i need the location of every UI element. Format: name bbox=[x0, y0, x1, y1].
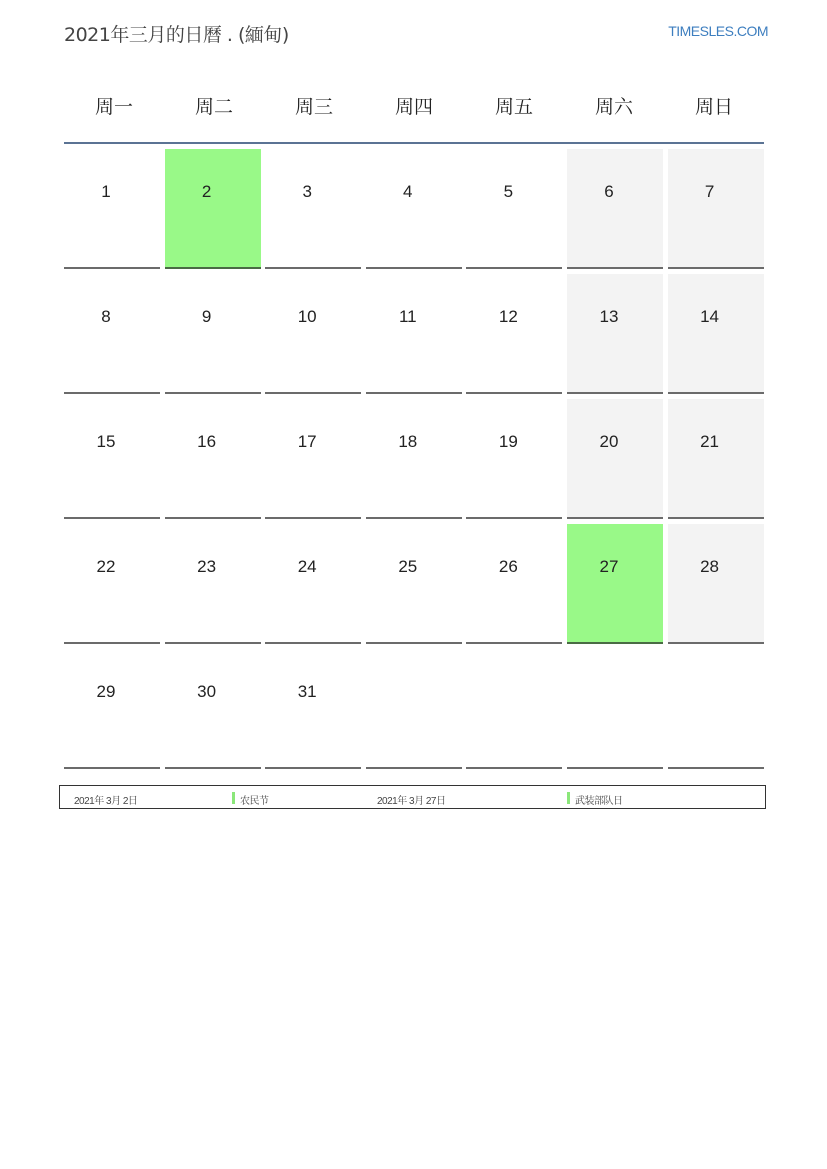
empty-day-cell bbox=[567, 649, 663, 769]
day-cell[interactable] bbox=[567, 524, 663, 644]
weekday-header bbox=[64, 88, 764, 144]
day-cell[interactable] bbox=[265, 399, 361, 519]
day-cell[interactable] bbox=[466, 524, 562, 644]
day-cell[interactable] bbox=[165, 524, 261, 644]
day-number: 7 bbox=[704, 182, 715, 201]
weekday-thu: 周四 bbox=[394, 96, 433, 118]
day-number: 5 bbox=[503, 182, 514, 201]
day-cell[interactable] bbox=[366, 149, 462, 269]
holiday-name-1 bbox=[232, 792, 269, 807]
holiday-label-2: 武装部队日 bbox=[575, 796, 623, 807]
weekday-sat: 周六 bbox=[594, 96, 633, 118]
day-cell[interactable] bbox=[668, 524, 764, 644]
day-number: 21 bbox=[700, 432, 720, 451]
day-number: 30 bbox=[197, 682, 217, 701]
page-title: 2021年三月的日曆 . (緬甸) bbox=[64, 24, 289, 46]
site-link[interactable]: TIMESLES.COM bbox=[668, 23, 768, 39]
day-number: 24 bbox=[297, 557, 317, 576]
day-cell[interactable] bbox=[668, 149, 764, 269]
day-number: 3 bbox=[302, 182, 312, 201]
day-number: 1 bbox=[101, 182, 111, 201]
week-row bbox=[64, 524, 764, 649]
day-number: 10 bbox=[297, 307, 317, 326]
empty-day-cell bbox=[668, 649, 764, 769]
day-cell[interactable] bbox=[466, 149, 562, 269]
day-cell[interactable] bbox=[64, 274, 160, 394]
day-number: 27 bbox=[599, 557, 619, 576]
day-cell[interactable] bbox=[165, 649, 261, 769]
day-cell[interactable] bbox=[567, 399, 663, 519]
weekday-sun: 周日 bbox=[694, 96, 733, 118]
day-cell[interactable] bbox=[64, 524, 160, 644]
day-number: 8 bbox=[101, 307, 111, 326]
day-cell[interactable] bbox=[567, 274, 663, 394]
day-number: 9 bbox=[201, 307, 212, 326]
week-row bbox=[64, 649, 764, 774]
day-number: 4 bbox=[403, 182, 413, 201]
day-number: 16 bbox=[197, 432, 217, 451]
calendar-grid bbox=[64, 149, 764, 774]
day-cell[interactable] bbox=[165, 149, 261, 269]
weekday-wed: 周三 bbox=[294, 96, 333, 118]
day-cell[interactable] bbox=[668, 274, 764, 394]
day-number: 15 bbox=[96, 432, 116, 451]
weekday-mon: 周一 bbox=[94, 96, 133, 118]
day-cell[interactable] bbox=[64, 399, 160, 519]
day-cell[interactable] bbox=[265, 524, 361, 644]
day-cell[interactable] bbox=[265, 274, 361, 394]
day-cell[interactable] bbox=[165, 274, 261, 394]
empty-day-cell bbox=[466, 649, 562, 769]
day-cell[interactable] bbox=[64, 149, 160, 269]
day-number: 19 bbox=[498, 432, 518, 451]
day-number: 18 bbox=[398, 432, 418, 451]
day-number: 11 bbox=[398, 307, 417, 326]
week-row bbox=[64, 399, 764, 524]
week-row bbox=[64, 149, 764, 274]
day-number: 17 bbox=[297, 432, 317, 451]
day-number: 12 bbox=[498, 307, 518, 326]
day-number: 20 bbox=[599, 432, 619, 451]
day-number: 6 bbox=[604, 182, 614, 201]
holiday-date-2: 2021年 3月 27日 bbox=[377, 796, 446, 807]
day-number: 28 bbox=[700, 557, 720, 576]
holiday-name-2 bbox=[567, 792, 623, 807]
day-number: 13 bbox=[599, 307, 619, 326]
day-cell[interactable] bbox=[668, 399, 764, 519]
day-number: 31 bbox=[297, 682, 317, 701]
day-number: 29 bbox=[96, 682, 116, 701]
day-cell[interactable] bbox=[466, 399, 562, 519]
holiday-label-1: 农民节 bbox=[240, 796, 269, 807]
day-number: 22 bbox=[96, 557, 116, 576]
day-cell[interactable] bbox=[165, 399, 261, 519]
holiday-date-1: 2021年 3月 2日 bbox=[74, 796, 138, 807]
day-cell[interactable] bbox=[265, 649, 361, 769]
weekday-tue: 周二 bbox=[194, 96, 233, 118]
weekday-fri: 周五 bbox=[494, 96, 533, 118]
day-number: 25 bbox=[398, 557, 418, 576]
day-number: 23 bbox=[197, 557, 217, 576]
week-row bbox=[64, 274, 764, 399]
day-number: 26 bbox=[498, 557, 518, 576]
day-cell[interactable] bbox=[64, 649, 160, 769]
day-cell[interactable] bbox=[366, 274, 462, 394]
day-number: 2 bbox=[201, 182, 212, 201]
day-number: 14 bbox=[700, 307, 720, 326]
day-cell[interactable] bbox=[366, 524, 462, 644]
day-cell[interactable] bbox=[366, 399, 462, 519]
holiday-legend bbox=[59, 785, 766, 809]
day-cell[interactable] bbox=[567, 149, 663, 269]
day-cell[interactable] bbox=[265, 149, 361, 269]
day-cell[interactable] bbox=[466, 274, 562, 394]
holiday-marker-icon bbox=[232, 792, 235, 804]
holiday-marker-icon bbox=[567, 792, 570, 804]
empty-day-cell bbox=[366, 649, 462, 769]
